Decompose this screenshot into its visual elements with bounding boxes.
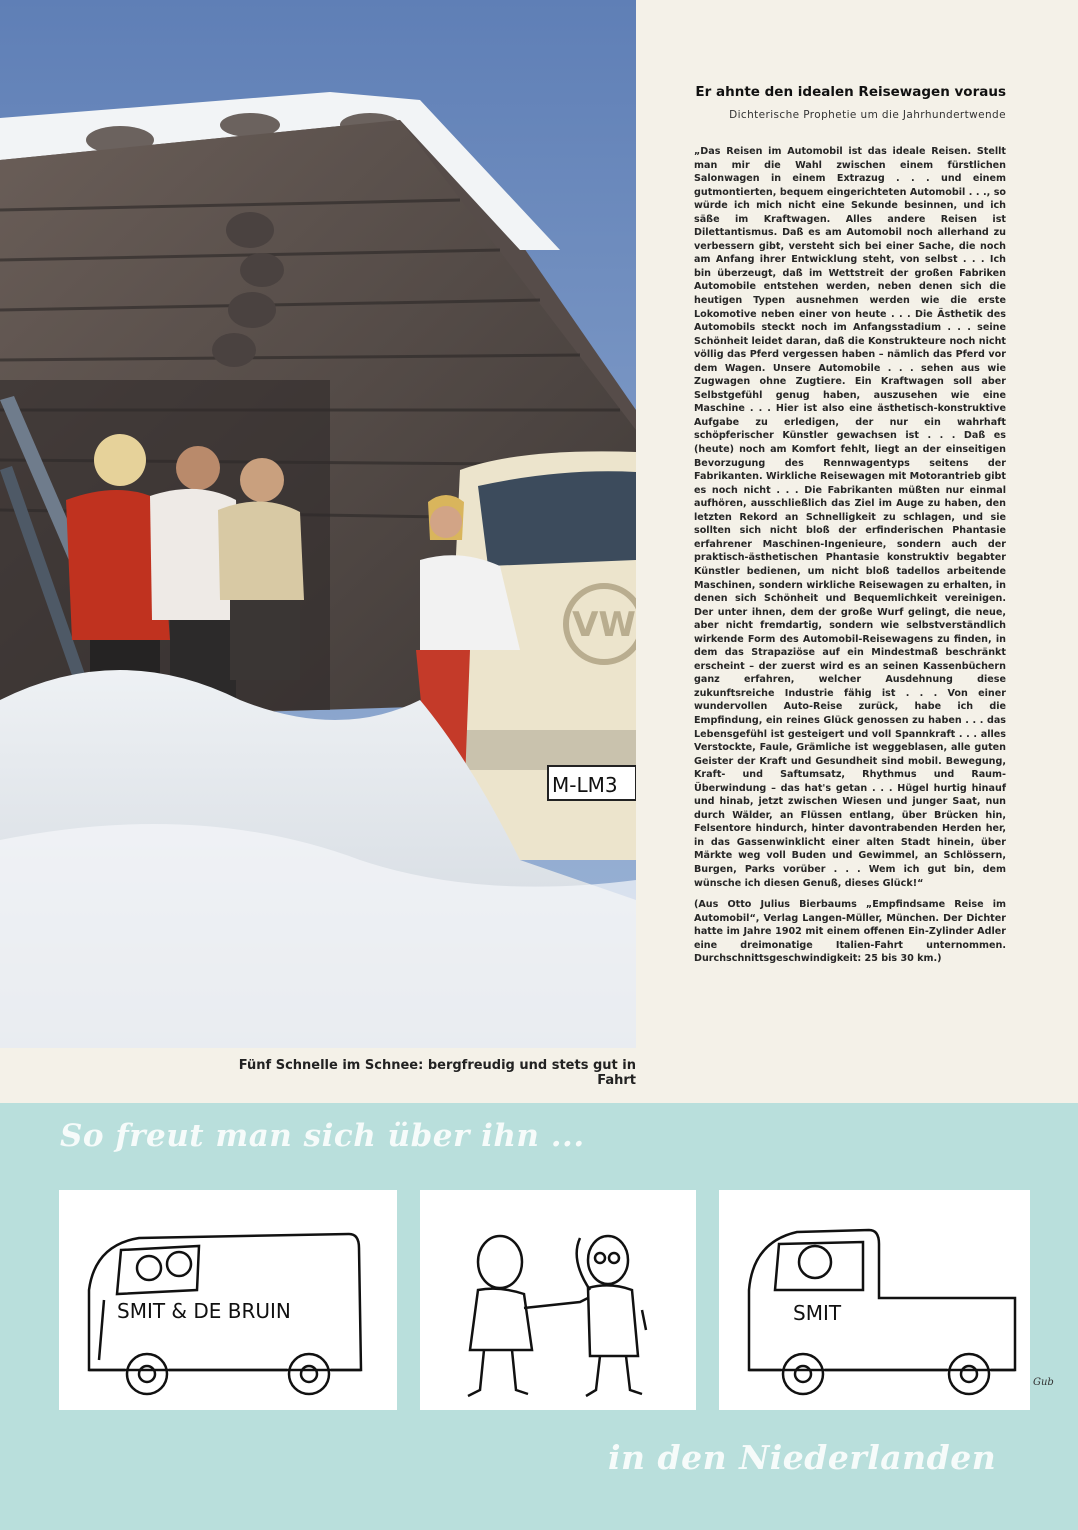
article-title: Er ahnte den idealen Reisewagen voraus: [695, 84, 1006, 100]
article-source-note: (Aus Otto Julius Bierbaums „Empfindsame Reise im Automobil“, Verlag Langen-Müller, München. Der Dichter hatte im Jahre 1902 mit einem offenen Ein-Zylinder Adler eine dreimonatige Italien-Fahrt unternommen. Durchschnittsgeschwindigkeit: 25 bis 30 km.): [694, 899, 1006, 965]
script-heading-top: So freut man sich über ihn ...: [60, 1118, 585, 1154]
article-body: „Das Reisen im Automobil ist das ideale Reisen. Stellt man mir die Wahl zwischen einem fürstlichen Salonwagen in einem Extrazug . . . und einem gutmontierten, bequem eingerichteten Automobil . . ., so würde ich mich nicht eine Sekunde besinnen, und ich säße im Kraftwagen. Alles andere Reisen ist Dilettantismus. Daß es am Automobil noch allerhand zu verbessern gibt, versteht sich bei einer Sache, die noch am Anfang ihrer Entwicklung steht, von selbst . . . Ich bin überzeugt, daß im Wettstreit der großen Fabriken Automobile entstehen werden, neben denen sich die heutigen Typen ausnehmen werden wie die erste Lokomotive neben einer von heute . . . Die Ästhetik des Automobils steckt noch im Anfangsstadium . . . seine Schönheit leidet daran, daß die Konstrukteure noch nicht völlig das Pferd vergessen haben – nämlich das Pferd vor dem Wagen. Unsere Automobile . . . sehen aus wie Zugwagen ohne Zugtiere. Ein Kraftwagen soll aber Selbstgefühl genug haben, auszusehen wie eine Maschine . . . Hier ist also eine ästhetisch-konstruktive Aufgabe zu erledigen, der nur ein wahrhaft schöpferischer Künstler gewachsen ist . . . Daß es (heute) noch am Komfort fehlt, liegt an der einseitigen Bevorzugung des Rennwagentyps seitens der Fabrikanten. Wirkliche Reisewagen mit Motorantrieb gibt es noch nicht . . . Die Fabrikanten müßten nur einmal aufhören, ausschließlich das Ziel im Auge zu haben, den letzten Rekord an Schnelligkeit zu schlagen, und sie sollten sich nicht bloß der erfinderischen Phantasie erfahrener Maschinen-Ingenieure, sondern auch der praktisch-ästhetischen Phantasie konstruktiv begabter Künstler bedienen, um nicht bloß tadellos arbeitende Maschinen, sondern wirkliche Reisewagen zu erhalten, in denen sich Schönheit und Bequemlichkeit vereinigen. Der unter ihnen, dem der große Wurf gelingt, die neue, aber nicht fremdartig, sondern wie selbstverständlich wirkende Form des Automobil-Reisewagens zu finden, in dem das Strapaziöse auf ein Mindestmaß beschränkt erscheint – der zuerst wird es an seinen Kassenbüchern ganz erfahren, welcher Ausdehnung diese zukunftsreiche Industrie fähig ist . . . Von einer wundervollen Auto-Reise zurück, habe ich die Empfindung, ein reines Glück genossen zu haben . . . das Lebensgefühl ist gesteigert und voll Spannkraft . . . alles Verstockte, Faule, Grämliche ist weggeblasen, alle guten Geister der Kraft und Gesundheit sind mobil. Bewegung, Kraft- und Saftumsatz, Rhythmus und Raum-Überwindung – das hat's getan . . . Hügel hurtig hinauf und hinab, jetzt zwischen Wiesen und junger Saat, nun durch Wälder, an Flüssen entlang, über Brücken hin, Felsentore hindurch, hinter davontrabenden Herden her, in das Gassenwinklicht einer alten Stadt hinein, über Märkte weg voll Buden und Gewimmel, an Schlössern, Burgen, Parks vorüber . . . Wem ich gut bin, dem wünsche ich diesen Genuß, dieses Glück!“: [694, 146, 1006, 889]
van-lettering-smit-de-bruin: SMIT & DE BRUIN: [117, 1299, 291, 1323]
cartoon-panel-van-smit: [719, 1190, 1030, 1410]
article: [694, 84, 1006, 966]
artist-signature: Gub: [1033, 1377, 1054, 1388]
winter-scene-illustration: [0, 0, 636, 1048]
photo-caption: Fünf Schnelle im Schnee: bergfreudig und stets gut in Fahrt: [238, 1058, 636, 1088]
svg-text:VW: VW: [572, 605, 636, 645]
cartoon-panel-van-smit-de-bruin: [59, 1190, 397, 1410]
cartoon-panel-two-men-pointing: [420, 1190, 696, 1410]
pickup-cartoon-drawing: [719, 1190, 1030, 1410]
two-men-cartoon-drawing: [420, 1190, 696, 1410]
license-plate-text: M-LM3: [552, 773, 618, 797]
van-cartoon-drawing: [59, 1190, 397, 1410]
van-lettering-smit: SMIT: [793, 1301, 842, 1325]
winter-scene-photo: [0, 0, 636, 1048]
article-subtitle: Dichterische Prophetie um die Jahrhundertwende: [729, 109, 1006, 121]
script-heading-bottom: in den Niederlanden: [608, 1438, 997, 1477]
